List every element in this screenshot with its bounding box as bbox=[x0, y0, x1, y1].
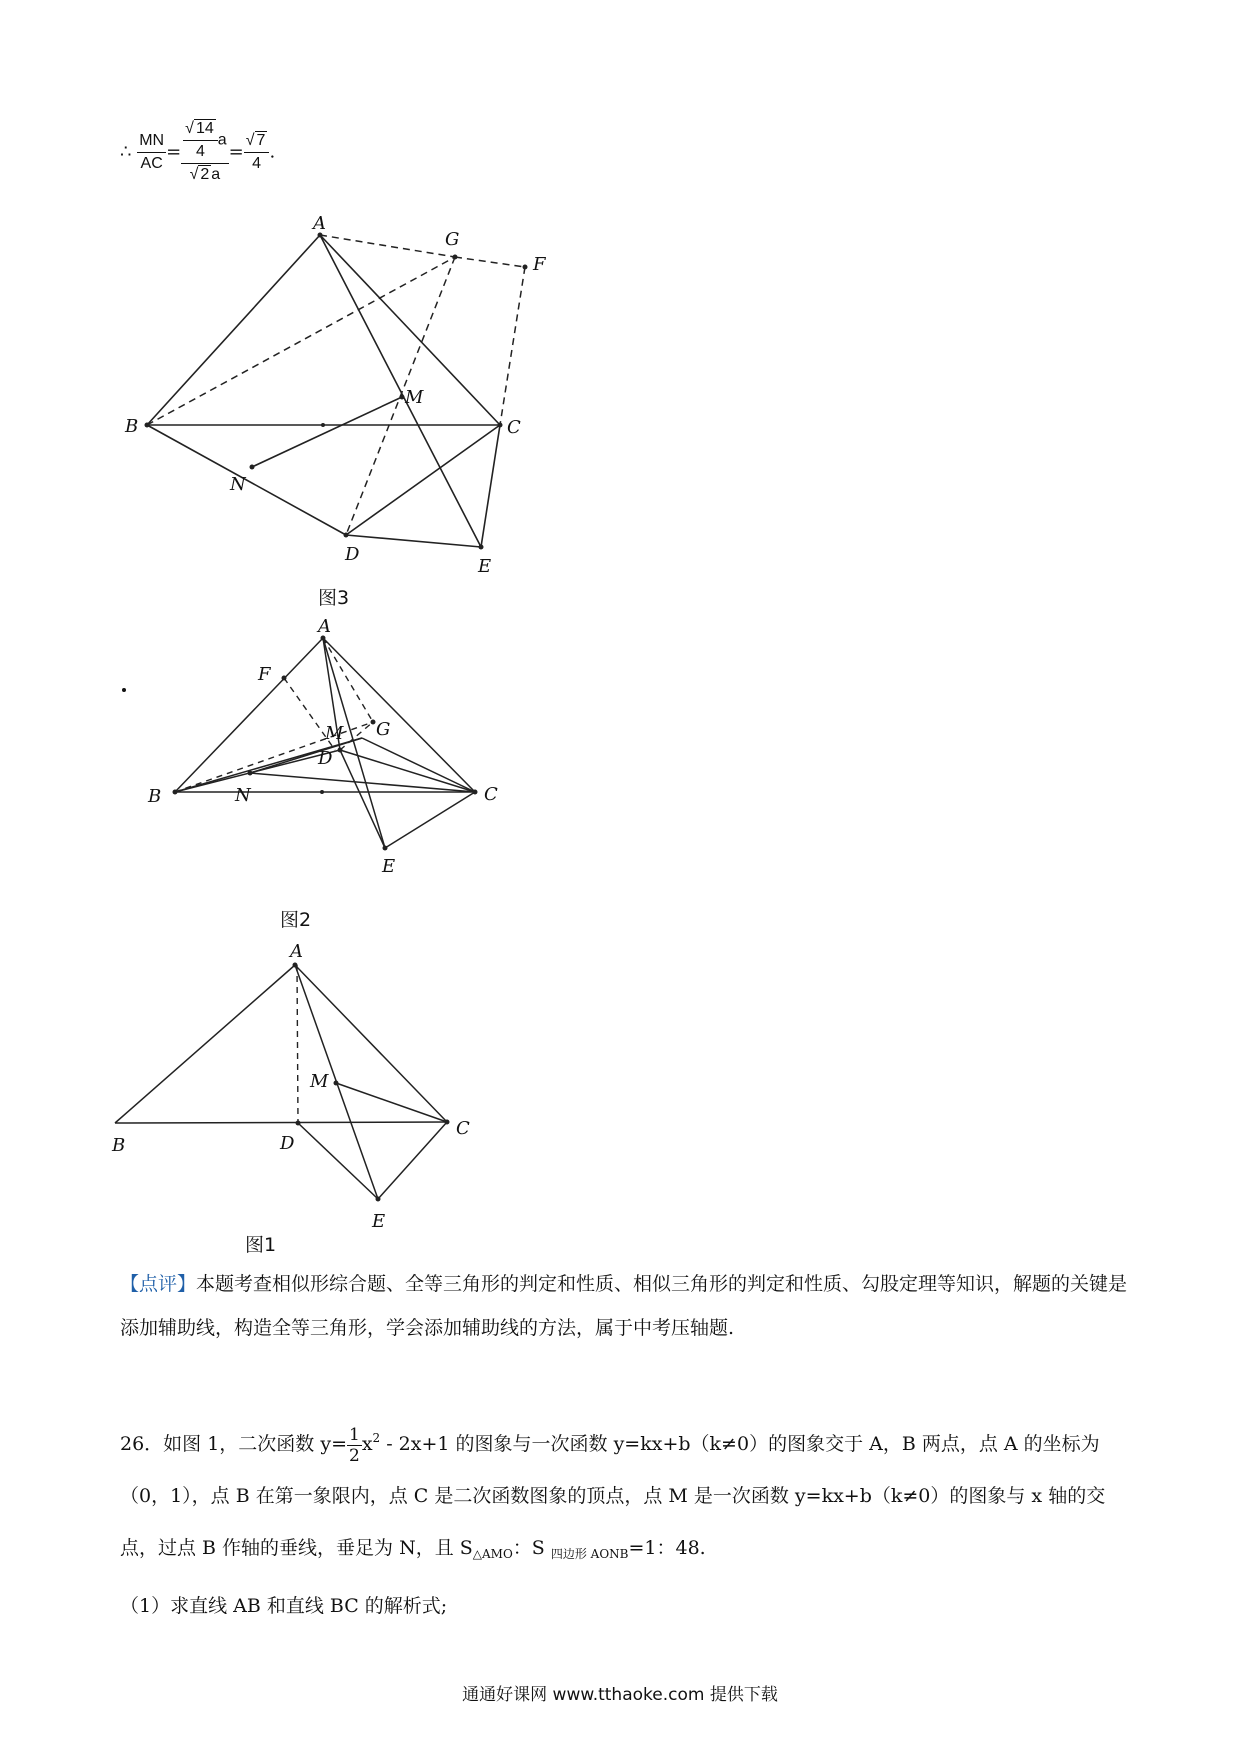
inner-denominator: 4 bbox=[196, 143, 205, 160]
label-A: A bbox=[313, 215, 326, 234]
lhs-fraction bbox=[137, 130, 166, 175]
label-B: B bbox=[125, 416, 139, 437]
label-B: B bbox=[148, 786, 162, 807]
figure-1-diagram bbox=[110, 935, 490, 1235]
label-F: F bbox=[533, 254, 546, 275]
radicand-2: 2 bbox=[200, 166, 210, 183]
q26-text-a: 26．如图 1，二次函数 y= bbox=[120, 1433, 347, 1455]
label-D: D bbox=[345, 544, 360, 565]
radicand-7: 7 bbox=[256, 131, 266, 149]
label-A: A bbox=[290, 941, 303, 962]
review-text: 本题考查相似形综合题、全等三角形的判定和性质、相似三角形的判定和性质、勾股定理等知识，解题的关键是添加辅助线，构造全等三角形，学会添加辅助线的方法，属于中考压轴题. bbox=[120, 1273, 1128, 1339]
rhs-numerator bbox=[181, 118, 228, 164]
question-26 bbox=[120, 1412, 1130, 1632]
equals-sign-2: = bbox=[228, 141, 244, 163]
label-N: N bbox=[230, 474, 246, 495]
review-paragraph bbox=[120, 1262, 1130, 1350]
ratio-formula bbox=[120, 118, 420, 208]
figure-2 bbox=[140, 610, 520, 890]
result-fraction: $\frac{√ 7}{4}$ bbox=[244, 130, 270, 175]
label-C: C bbox=[484, 784, 498, 805]
stray-dot bbox=[122, 688, 126, 692]
q26-text-b: x bbox=[361, 1433, 373, 1455]
figure-3-caption: 图3 bbox=[318, 587, 350, 609]
therefore-symbol: ∴ bbox=[120, 141, 132, 163]
label-B: B bbox=[112, 1135, 126, 1156]
q26-part-1: （1）求直线 AB 和直线 BC 的解析式; bbox=[120, 1595, 448, 1617]
q26-half-fraction: $\frac{1}{2}$ bbox=[349, 1424, 360, 1466]
q26-subscript-2: 四边形 AONB bbox=[550, 1547, 629, 1561]
rhs-denominator: √ 2 a bbox=[189, 166, 221, 183]
label-G: G bbox=[445, 229, 460, 250]
q26-text-d: ：S bbox=[512, 1537, 551, 1559]
figure-1 bbox=[110, 935, 490, 1235]
label-E: E bbox=[382, 856, 396, 877]
label-D: D bbox=[318, 748, 333, 769]
label-A: A bbox=[318, 616, 331, 637]
period: . bbox=[269, 141, 276, 163]
figure-1-caption: 图1 bbox=[245, 1234, 277, 1256]
figure-2-caption: 图2 bbox=[280, 909, 312, 931]
figure-3-diagram bbox=[115, 215, 555, 615]
label-D: D bbox=[280, 1133, 295, 1154]
label-F: F bbox=[258, 664, 271, 685]
q26-text-c: - 2x+1 的图象与一次函数 y=kx+b（k≠0）的图象交于 A，B 两点，点 A 的坐标为（0，1），点 B 在第一象限内，点 C 是二次函数图象的顶点，点 M 是一次函数 y=kx+b（k≠0）的图象与 x 轴的交点，过点 B 作轴的垂线，垂足为 N，且 S bbox=[120, 1433, 1106, 1559]
radicand-14: 14 bbox=[195, 120, 214, 137]
figure-2-diagram bbox=[140, 610, 520, 890]
label-E: E bbox=[478, 556, 492, 577]
lhs-numerator: MN bbox=[137, 130, 166, 153]
label-M: M bbox=[405, 387, 424, 408]
footer-credit: 通通好课网 www.tthaoke.com 提供下载 bbox=[462, 1685, 778, 1705]
label-N: N bbox=[235, 785, 251, 806]
lhs-denominator: AC bbox=[140, 154, 163, 172]
var-a-den: a bbox=[211, 166, 221, 183]
equals-sign: = bbox=[166, 141, 182, 163]
result-denominator: 4 bbox=[252, 154, 262, 172]
figure-3 bbox=[115, 215, 555, 615]
q26-text-e: =1：48. bbox=[628, 1537, 706, 1559]
var-a: a bbox=[217, 131, 227, 149]
q26-superscript: 2 bbox=[372, 1431, 381, 1445]
label-E: E bbox=[372, 1211, 386, 1232]
inner-fraction: $\frac{√ 14}{4}$ bbox=[183, 118, 218, 163]
rhs-fraction bbox=[181, 118, 228, 186]
label-M: M bbox=[325, 723, 344, 744]
label-C: C bbox=[456, 1118, 470, 1139]
label-G: G bbox=[376, 719, 391, 740]
label-M: M bbox=[310, 1071, 329, 1092]
label-C: C bbox=[507, 417, 521, 438]
q26-subscript-1: △AMO bbox=[472, 1547, 513, 1561]
review-tag: 【点评】 bbox=[120, 1273, 197, 1295]
